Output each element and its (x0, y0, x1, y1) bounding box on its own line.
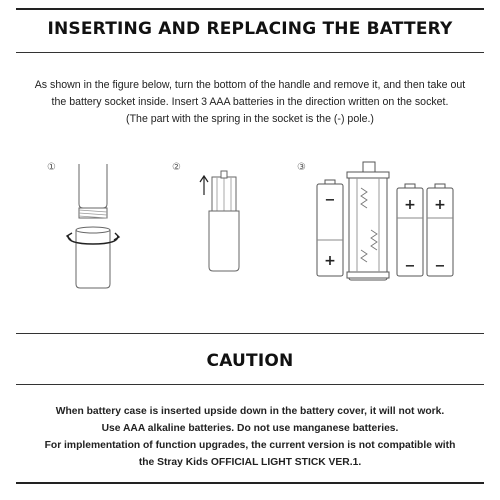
step-1-number: ① (47, 162, 56, 173)
step-1-twist-handle-illustration (55, 160, 135, 295)
battery-right-1-minus: − (404, 259, 416, 274)
battery-right-2-plus: + (434, 197, 446, 213)
caution-title: CAUTION (206, 351, 294, 371)
battery-instructions (20, 77, 480, 128)
caution-line-4: the Stray Kids OFFICIAL LIGHT STICK VER.1. (138, 457, 362, 468)
caution-line-1: When battery case is inserted upside down in the battery cover, it will not work. (55, 406, 445, 417)
bottom-divider (16, 482, 484, 484)
step-2-number: ② (172, 162, 181, 173)
instruction-line-1: As shown in the figure below, turn the bottom of the handle and remove it, and then take out (34, 79, 466, 91)
battery-left-plus: + (324, 253, 336, 269)
instruction-line-3: (The part with the spring in the socket is the (-) pole.) (126, 113, 374, 125)
caution-notes (10, 403, 490, 471)
step-2-remove-socket-illustration (195, 165, 255, 275)
step-3-number: ③ (297, 162, 306, 173)
battery-left-minus: − (324, 193, 336, 208)
caution-top-divider (16, 333, 484, 334)
instruction-line-2: the battery socket inside. Insert 3 AAA batteries in the direction written on the socket. (51, 96, 449, 108)
top-divider (16, 8, 484, 10)
battery-right-1-plus: + (404, 197, 416, 213)
caution-underline (16, 384, 484, 385)
battery-right-2-minus: − (434, 259, 446, 274)
caution-line-2: Use AAA alkaline batteries. Do not use manganese batteries. (101, 423, 399, 434)
battery-socket (347, 162, 389, 280)
caution-line-3: For implementation of function upgrades, the current version is not compatible with (44, 440, 456, 451)
step-3-insert-batteries-illustration (305, 160, 465, 290)
up-arrow-icon (200, 176, 208, 195)
title-underline (16, 52, 484, 53)
battery-section-title: INSERTING AND REPLACING THE BATTERY (47, 19, 453, 39)
